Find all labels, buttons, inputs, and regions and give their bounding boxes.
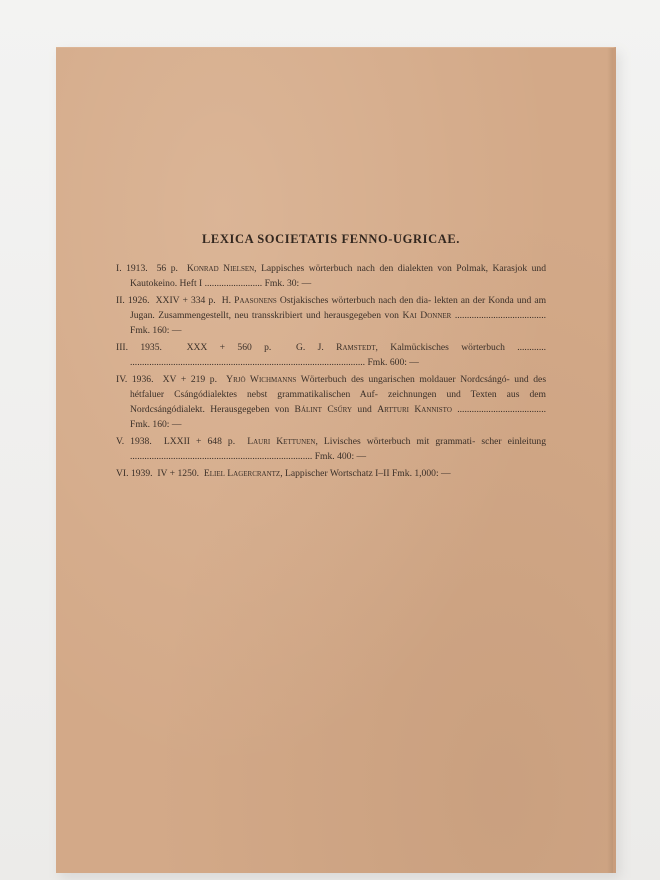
entry-conjunction: und <box>357 404 372 415</box>
entry-number: IV. <box>116 374 128 385</box>
entry-title-line: Livisches wörterbuch mit grammati- <box>323 436 476 447</box>
entry-title-line: Lappischer Wortschatz I–II <box>285 468 390 479</box>
entry-pages: XXX + 560 p. <box>186 342 272 353</box>
entry-year: 1936. <box>131 374 154 385</box>
entry-pages: 56 p. <box>156 263 178 274</box>
entry-author: Yrjö Wichmanns <box>226 374 297 385</box>
dot-leader: ...................................... <box>451 310 546 321</box>
entry-title-line: Lappisches wörterbuch nach den dialekten von <box>261 263 452 274</box>
entry-year: 1939. <box>130 468 153 479</box>
entry-number: I. <box>116 263 122 274</box>
entry-pages: XV + 219 p. <box>162 374 217 385</box>
entry-author: Konrad Nielsen, <box>186 263 257 274</box>
entry-title-line: zeichnungen und Texten aus dem Nordcsángódialekt. Herausgegeben von <box>130 389 546 415</box>
entry-author: G. J. Ramstedt, <box>295 342 378 353</box>
list-item <box>116 261 546 291</box>
entry-editor: Kai Donner <box>402 310 452 321</box>
dot-leader: ............ <box>504 342 547 353</box>
entry-title-line: scher einleitung <box>481 436 547 447</box>
entry-number: II. <box>116 295 125 306</box>
entry-year: 1913. <box>126 263 148 274</box>
entry-editor: Artturi Kannisto <box>377 404 452 415</box>
list-item <box>116 340 546 370</box>
entry-pages: XXIV + 334 p. <box>155 295 216 306</box>
entry-pages: LXXII + 648 p. <box>163 436 236 447</box>
cover-text-block <box>116 232 546 483</box>
entry-year: 1926. <box>127 295 150 306</box>
dot-leader: ............................................................................ <box>130 451 315 462</box>
entry-title-line: Kalmückisches wörterbuch <box>390 342 505 353</box>
entry-title-line: Wörterbuch des ungarischen moldauer <box>300 374 456 385</box>
entry-price: Fmk. 600: — <box>367 357 419 368</box>
entry-year: 1935. <box>140 342 162 353</box>
entry-title-line: lekten an der Konda und am Jugan. Zusammengestellt, neu transskribiert und <box>130 295 547 321</box>
entry-number: III. <box>116 342 128 353</box>
entry-price: Fmk. 400: — <box>314 451 367 462</box>
entry-editor: Bálint Csűry <box>294 404 353 415</box>
list-item <box>116 434 546 464</box>
series-title: LEXICA SOCIETATIS FENNO-UGRICAE. <box>201 232 461 246</box>
entry-number: VI. <box>116 468 129 479</box>
entry-title-line: Nordcsángó- und des hétfaluer Csángódialektes nebst grammatikalischen Auf- <box>130 374 547 400</box>
dot-leader: .................................................................................................. <box>130 357 366 368</box>
entry-title-line: Polmak, Karasjok und Kautokeino. Heft I <box>130 263 546 289</box>
entry-price: Fmk. 160: — <box>130 419 182 430</box>
entry-number: V. <box>116 436 125 447</box>
list-item <box>116 293 546 338</box>
list-item <box>116 372 546 432</box>
entry-author: Eliel Lagercrantz, <box>203 468 283 479</box>
entry-author: Lauri Kettunen, <box>247 436 318 447</box>
entry-price: Fmk. 1,000: — <box>391 468 451 479</box>
entry-author: H. Paasonens <box>221 295 277 306</box>
entry-price: Fmk. 30: — <box>264 278 312 289</box>
dot-leader: ..................................... <box>451 404 546 415</box>
entry-title-line: herausgegeben von <box>324 310 399 321</box>
list-item <box>116 466 546 481</box>
entry-pages: IV + 1250. <box>157 468 200 479</box>
entry-title-line: Ostjakisches wörterbuch nach den dia- <box>279 295 432 306</box>
book-spine-edge <box>607 48 613 873</box>
entry-year: 1938. <box>130 436 152 447</box>
entry-price: Fmk. 160: — <box>130 325 182 336</box>
dot-leader: ........................ <box>202 278 265 289</box>
